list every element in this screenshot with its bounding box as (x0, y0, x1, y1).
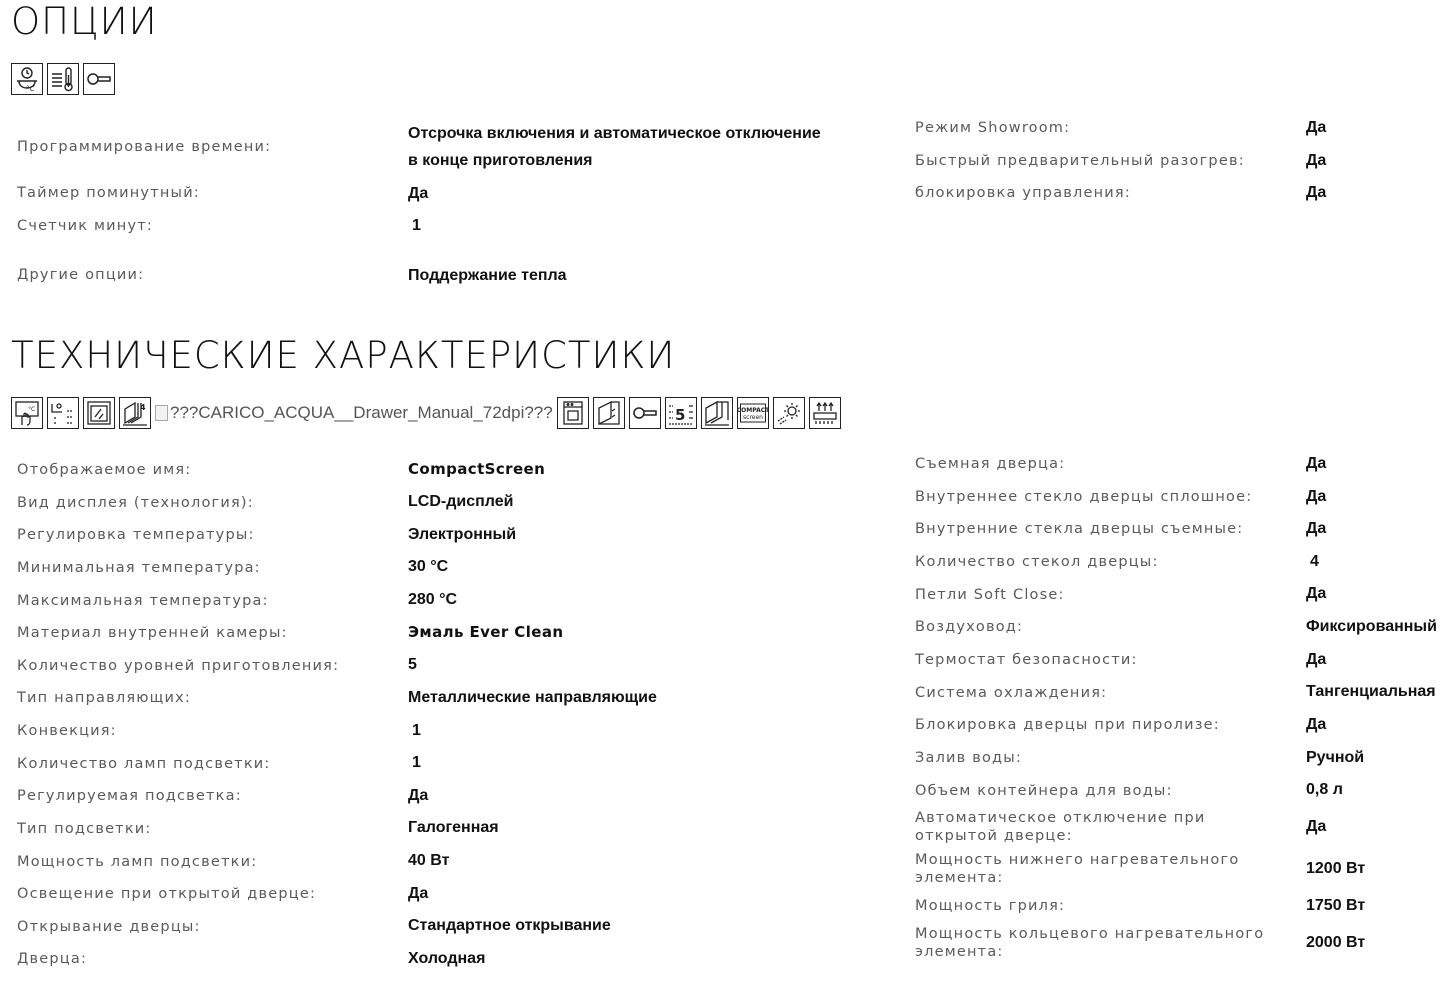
option-label: блокировка управления: (915, 185, 1131, 201)
spec-value: LCD-дисплей (408, 493, 514, 510)
option-value: Да (1306, 152, 1327, 169)
tech-right-column (915, 450, 1445, 970)
fast-preheat-icon (47, 63, 79, 95)
spec-value: Эмаль Ever Clean (408, 623, 564, 641)
spec-value: 30 °C (408, 558, 449, 575)
spec-value: Да (1306, 651, 1327, 668)
spec-value: 1 (412, 722, 421, 739)
option-value: Да (1306, 184, 1327, 201)
spec-label: Вид дисплея (технология): (17, 495, 254, 511)
spec-value: 1750 Вт (1306, 897, 1366, 914)
spec-label: Мощность нижнего нагревательного (915, 852, 1240, 868)
spec-value: Ручной (1306, 749, 1365, 766)
option-label: Программирование времени: (17, 139, 272, 155)
spec-value: 1200 Вт (1306, 860, 1366, 877)
spec-value: CompactScreen (408, 460, 546, 478)
timer-display-icon (47, 397, 79, 429)
oven-cavity-icon (83, 397, 115, 429)
options-title: ОПЦИИ (11, 0, 158, 43)
spec-value: Стандартное открывание (408, 917, 611, 934)
broken-image-icon (155, 405, 168, 421)
spec-label: элемента: (915, 870, 1004, 886)
spec-value: Металлические направляющие (408, 689, 657, 706)
spec-label: Количество уровней приготовления: (17, 658, 340, 674)
broken-image-alt-text: ???CARICO_ACQUA__Drawer_Manual_72dpi??? (170, 403, 553, 422)
spec-label: Минимальная температура: (17, 560, 261, 576)
touch-display-icon (11, 397, 43, 429)
halogen-light-icon (773, 397, 805, 429)
spec-label: Количество ламп подсветки: (17, 756, 271, 772)
spec-label: Автоматическое отключение при (915, 810, 1206, 826)
spec-label: Тип подсветки: (17, 821, 152, 837)
spec-label: Воздуховод: (915, 619, 1024, 635)
compact-screen-line2: screen (742, 414, 763, 421)
spec-value: Электронный (408, 526, 517, 543)
spec-label: Мощность кольцевого нагревательного (915, 926, 1265, 942)
spec-label: открытой дверце: (915, 828, 1073, 844)
spec-label: Освещение при открытой дверце: (17, 886, 317, 902)
spec-label: Материал внутренней камеры: (17, 625, 288, 641)
spec-value: Холодная (408, 950, 486, 967)
spec-label: Тип направляющих: (17, 690, 191, 706)
key-lock-icon (629, 397, 661, 429)
spec-label: Конвекция: (17, 723, 117, 739)
spec-value: Галогенная (408, 819, 499, 836)
option-value: Да (408, 185, 429, 202)
spec-value: 5 (408, 656, 417, 673)
spec-value: 4 (1310, 553, 1319, 570)
spec-value: Тангенциальная (1306, 683, 1436, 700)
spec-label: Открывание дверцы: (17, 919, 201, 935)
spec-value: Да (1306, 585, 1327, 602)
compact-screen-icon (737, 397, 769, 429)
option-label: Счетчик минут: (17, 218, 153, 234)
spec-value: Да (1306, 818, 1327, 835)
svg-text:4: 4 (140, 403, 146, 412)
spec-value: 0,8 л (1306, 781, 1343, 798)
option-value: Поддержание тепла (408, 267, 567, 284)
option-label: Другие опции: (17, 267, 145, 283)
spec-label: Мощность ламп подсветки: (17, 854, 258, 870)
spec-value: Да (1306, 716, 1327, 733)
spec-value: Да (1306, 488, 1327, 505)
tech-icons (11, 397, 841, 429)
spec-label: Система охлаждения: (915, 685, 1108, 701)
four-glass-door-icon (119, 397, 151, 429)
option-value: в конце приготовления (408, 152, 593, 169)
spec-label: Отображаемое имя: (17, 462, 192, 478)
spec-label: Количество стекол дверцы: (915, 554, 1159, 570)
tech-title: ТЕХНИЧЕСКИЕ ХАРАКТЕРИСТИКИ (11, 334, 676, 377)
option-label: Быстрый предварительный разогрев: (915, 153, 1245, 169)
cooling-fan-icon (809, 397, 841, 429)
spec-label: Съемная дверца: (915, 456, 1066, 472)
option-label: Режим Showroom: (915, 120, 1071, 136)
spec-label: Регулируемая подсветка: (17, 788, 242, 804)
spec-value: Да (408, 885, 429, 902)
spec-value: Да (1306, 455, 1327, 472)
spec-value: Фиксированный (1306, 618, 1437, 635)
spec-value: 1 (412, 754, 421, 771)
option-value: Да (1306, 119, 1327, 136)
spec-value: Да (1306, 520, 1327, 537)
spec-value: Да (408, 787, 429, 804)
spec-label: Блокировка дверцы при пиролизе: (915, 717, 1220, 733)
spec-label: Дверца: (17, 951, 88, 967)
options-left-column (17, 120, 897, 295)
spec-label: элемента: (915, 944, 1004, 960)
svg-text:°C: °C (26, 85, 35, 93)
option-label: Таймер поминутный: (17, 185, 200, 201)
option-value: 1 (412, 217, 421, 234)
option-value: Отсрочка включения и автоматическое отключение (408, 125, 821, 142)
key-lock-icon (83, 63, 115, 95)
tech-left-column (17, 456, 897, 976)
soft-close-door-icon (593, 397, 625, 429)
spec-label: Петли Soft Close: (915, 587, 1065, 603)
svg-text:°C: °C (28, 406, 36, 413)
drawer-manual-image (155, 403, 553, 423)
timer-programming-icon (11, 63, 43, 95)
compact-screen-line1: COMPACT (736, 407, 769, 414)
options-right-column (915, 114, 1435, 214)
five-levels-icon (665, 397, 697, 429)
spec-label: Регулировка температуры: (17, 527, 255, 543)
spec-label: Мощность гриля: (915, 898, 1066, 914)
spec-label: Объем контейнера для воды: (915, 783, 1173, 799)
spec-label: Термостат безопасности: (915, 652, 1138, 668)
spec-label: Внутреннее стекло дверцы сплошное: (915, 489, 1253, 505)
spec-label: Внутренние стекла дверцы съемные: (915, 521, 1244, 537)
spec-label: Максимальная температура: (17, 593, 269, 609)
spec-value: 2000 Вт (1306, 934, 1366, 951)
spec-value: 280 °C (408, 591, 458, 608)
glass-door-icon (701, 397, 733, 429)
levels-number: 5 (674, 406, 686, 424)
options-icons (11, 63, 115, 95)
spec-value: 40 Вт (408, 852, 450, 869)
removable-door-icon (557, 397, 589, 429)
spec-label: Залив воды: (915, 750, 1023, 766)
